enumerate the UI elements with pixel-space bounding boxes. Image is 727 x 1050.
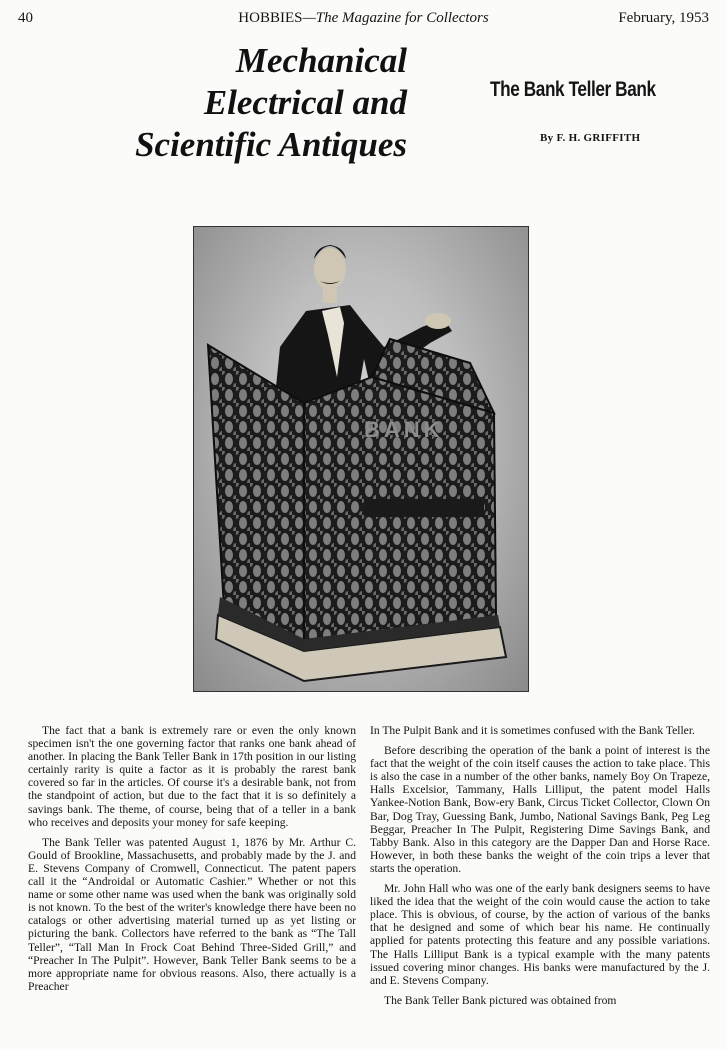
paragraph: Mr. John Hall who was one of the early bank designers seems to have liked the idea that the weight of the coin would cause the action to take place. This is obvious, of course, by the action of various of the banks that he designed and some of which bear his name. He continually applied for patents protecting this feature and any possible variations. The Halls Lilliput Bank is a typical example with the many patents issued covering minor changes. His banks were manufactured by the J. and E. Stevens Company. (370, 882, 710, 987)
issue-date: February, 1953 (618, 10, 709, 26)
grill-inscription: BANK (364, 417, 444, 442)
bank-photo (193, 226, 529, 692)
article-left-column (28, 724, 356, 1000)
section-title-line: Scientific Antiques (135, 125, 407, 164)
article-title: The Bank Teller Bank (490, 78, 656, 101)
section-title-line: Electrical and (203, 83, 407, 122)
magazine-subtitle: —The Magazine for Collectors (302, 10, 489, 26)
byline: By F. H. GRIFFITH (540, 132, 641, 144)
paragraph: The Bank Teller was patented August 1, 1876 by Mr. Arthur C. Gould of Brookline, Massachusetts, and probably made by the J. and E. Stevens Company of Cromwell, Connecticut. The patent papers call it the “Androidal or Automatic Cashier.” Whether or not this name or some other name was used when the bank was originally sold is not known. To the best of the writer's knowledge there have been no catalogs or other advertising material turned up as yet listing or picturing the bank. Collectors have referred to the bank as “The Tall Teller”, “Tall Man In Frock Coat Behind Three-Sided Grill,” and “Preacher In The Pulpit”. However, Bank Teller Bank seems to be a more appropriate name for obvious reasons. Also, there actually is a Preacher (28, 835, 356, 993)
three-sided-grill (208, 339, 496, 647)
magazine-name: HOBBIES (238, 10, 303, 26)
section-title-line: Mechanical (235, 41, 407, 80)
paragraph: In The Pulpit Bank and it is sometimes confused with the Bank Teller. (370, 724, 695, 737)
paragraph: Before describing the operation of the bank a point of interest is the fact that the weight of the coin itself causes the action to take place. This is also the case in a number of the other banks, namely Boy On Trapeze, Halls Excelsior, Tammany, Halls Lilliput, the patent model Halls Yankee-Notion Bank, Bow-ery Bank, Circus Ticket Collector, Clown On Bar, Dog Tray, Guessing Bank, Jumbo, National Savings Bank, Peg Leg Beggar, Preacher In The Pulpit, Registering Dime Savings Bank, and Tabby Bank. Also in this category are the Dapper Dan and Horse Race. However, in both these banks the weight of the coin trips a lever that starts the operation. (370, 744, 710, 875)
paragraph: The Bank Teller Bank pictured was obtained from (384, 993, 617, 1007)
section-title (135, 40, 407, 166)
page-number: 40 (18, 10, 33, 26)
paragraph: The fact that a bank is extremely rare or even the only known specimen isn't the one governing factor that ranks one bank ahead of another. In placing the Bank Teller Bank in 17th position in our listing certainly rarity is quite a factor as it is probably the rarest bank covered so far in the articles. Of course it's a desirable bank, not from the standpoint of action, but due to the fact that it is so definitely a savings bank. The theme, of course, being that of a teller in a bank who receives and deposits your money for safe keeping. (28, 724, 356, 829)
article-right-column (370, 724, 710, 1014)
